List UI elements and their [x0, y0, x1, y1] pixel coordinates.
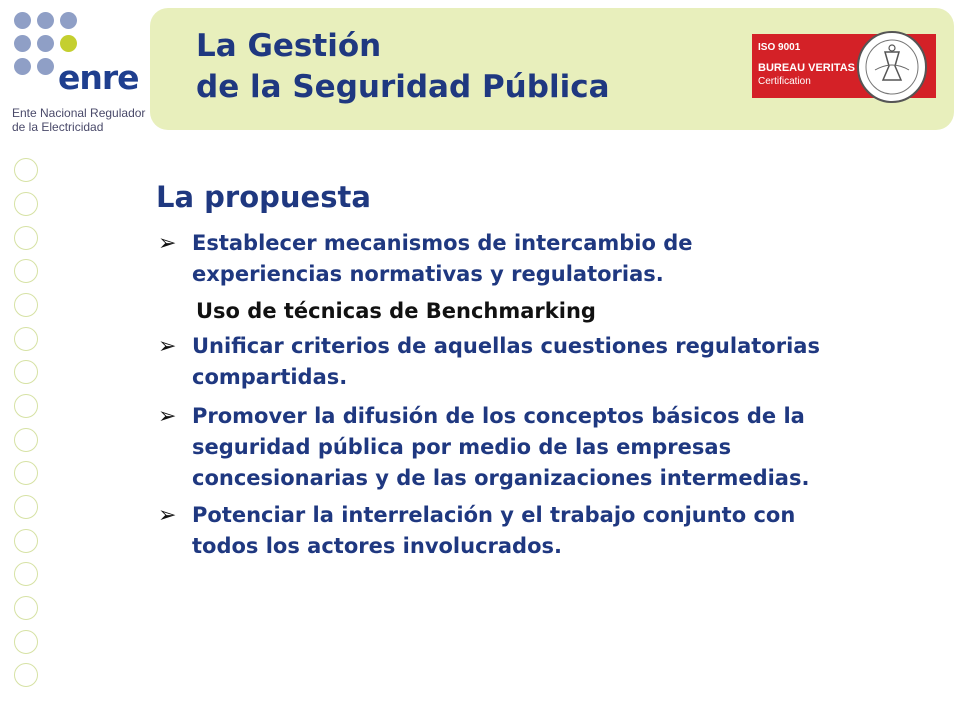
- arrow-bullet-icon: ➢: [158, 404, 177, 429]
- cert-company: BUREAU VERITAS: [758, 62, 855, 74]
- arrow-bullet-icon: ➢: [158, 503, 177, 528]
- item-line: Potenciar la interrelación y el trabajo conjunto con: [192, 503, 796, 527]
- arrow-bullet-icon: ➢: [158, 231, 177, 256]
- item-line: Promover la difusión de los conceptos básicos de la: [192, 404, 805, 428]
- sub-item: Uso de técnicas de Benchmarking: [196, 299, 596, 323]
- bureau-veritas-seal-icon: [855, 30, 929, 104]
- arrow-bullet-icon: ➢: [158, 334, 177, 359]
- cert-iso: ISO 9001: [758, 42, 801, 53]
- title-line2: de la Seguridad Pública: [196, 69, 610, 105]
- page-title: [196, 26, 716, 108]
- logo-subtitle-line1: Ente Nacional Regulador: [12, 106, 146, 120]
- enre-logo: [8, 10, 148, 135]
- logo-subtitle-line2: de la Electricidad: [12, 120, 104, 134]
- item-line: Unificar criterios de aquellas cuestiones regulatorias: [192, 334, 820, 358]
- item-line: todos los actores involucrados.: [192, 534, 562, 558]
- decorative-circles: [14, 158, 42, 698]
- title-line1: La Gestión: [196, 28, 382, 64]
- section-title: La propuesta: [156, 180, 371, 214]
- logo-wordmark: enre: [58, 58, 139, 97]
- list-item: [156, 401, 896, 494]
- bullet-list: [156, 228, 896, 562]
- item-line: compartidas.: [192, 365, 348, 389]
- item-line: seguridad pública por medio de las empresas: [192, 435, 732, 459]
- list-item: [156, 500, 896, 562]
- item-line: concesionarias y de las organizaciones intermedias.: [192, 466, 810, 490]
- item-line: experiencias normativas y regulatorias.: [192, 262, 664, 286]
- list-item: [156, 228, 896, 290]
- list-item: [156, 331, 896, 393]
- logo-subtitle: [12, 106, 152, 134]
- item-line: Establecer mecanismos de intercambio de: [192, 231, 693, 255]
- cert-label: Certification: [758, 76, 811, 87]
